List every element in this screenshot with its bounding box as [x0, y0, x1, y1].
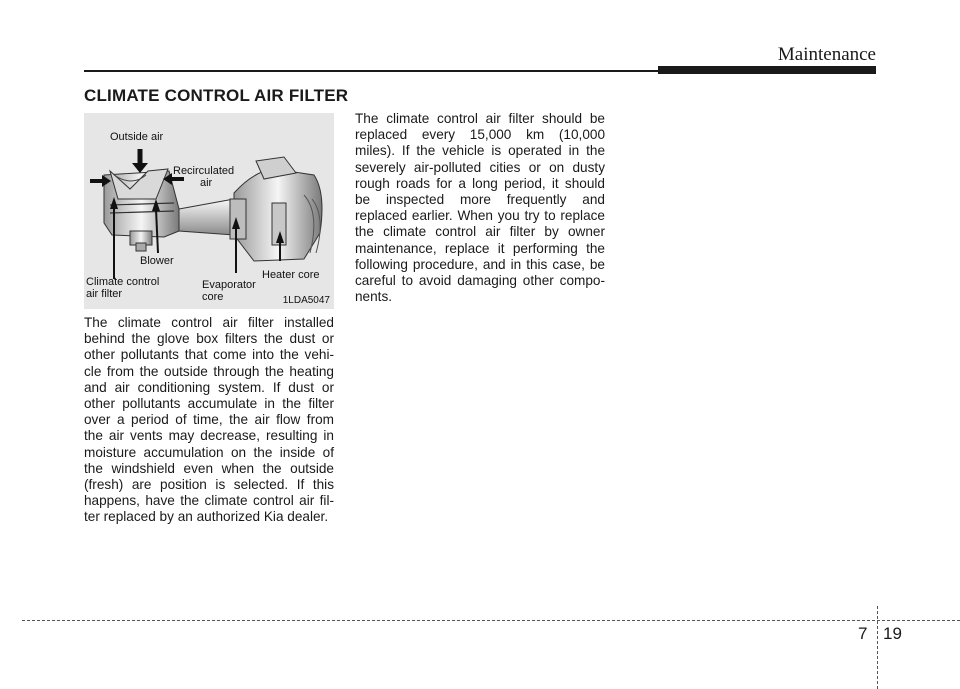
- body-paragraph-left: The climate control air filter installed behind the glove box filters the dust or other pollutants that come into the vehi-cle from the outside through the heating and air conditioning system. If dust or other pollutants accumulate in the filter over a period of time, the air flow from the air vents may decrease, resulting in moisture accumulation on the inside of the windshield even when the outside (fresh) are position is selected. If this happens, have the climate control air fil-ter replaced by an authorized Kia dealer.: [84, 315, 334, 525]
- header-rule-accent: [658, 66, 876, 74]
- label-heater-core: Heater core: [262, 269, 320, 281]
- running-header: Maintenance: [777, 44, 876, 65]
- hvac-diagram: [84, 113, 334, 309]
- label-blower: Blower: [140, 255, 174, 267]
- body-paragraph-right: The climate control air filter should be replaced every 15,000 km (10,000 miles). If the vehicle is operated in the severely air-polluted cities or on dusty rough roads for a long period, it should be inspected more frequently and replaced earlier. When you try to replace the climate control air filter by owner maintenance, replace it performing the following procedure, and in this case, be careful to avoid damaging other compo-nents.: [355, 111, 605, 305]
- label-filter-2: air filter: [86, 288, 123, 300]
- footer-rule: [22, 620, 960, 621]
- figure-code: 1LDA5047: [282, 295, 330, 306]
- label-recirculated-2: air: [200, 177, 213, 189]
- header-rule: [84, 70, 658, 72]
- label-recirculated-1: Recirculated: [173, 165, 235, 177]
- page-number: 19: [883, 624, 902, 643]
- label-filter-1: Climate control: [86, 276, 160, 288]
- chapter-number: 7: [858, 624, 868, 643]
- label-evaporator-2: core: [202, 291, 224, 303]
- section-title: CLIMATE CONTROL AIR FILTER: [84, 86, 349, 105]
- footer-divider: [877, 606, 878, 689]
- label-evaporator-1: Evaporator: [202, 279, 256, 291]
- label-outside-air: Outside air: [110, 131, 164, 143]
